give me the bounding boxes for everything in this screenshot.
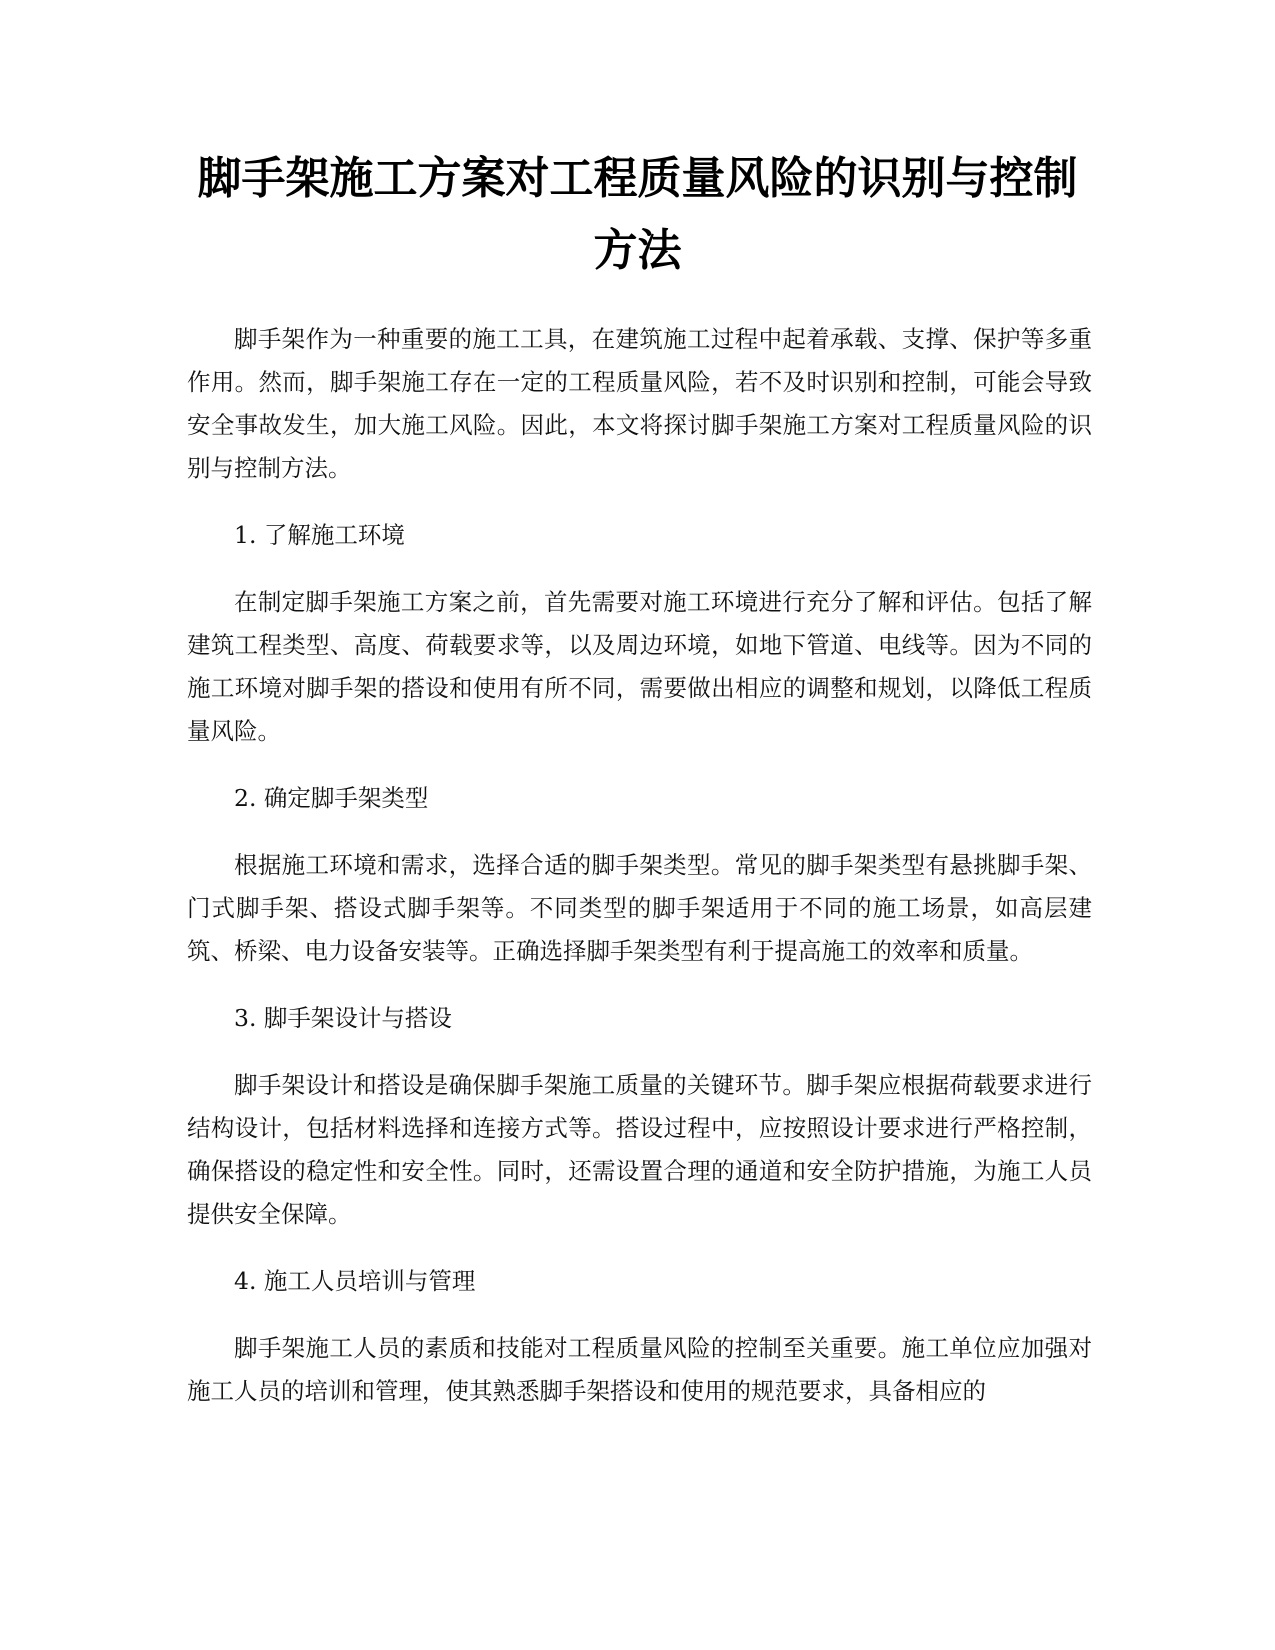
paragraph-section-4: 脚手架施工人员的素质和技能对工程质量风险的控制至关重要。施工单位应加强对施工人员的培训和管理，使其熟悉脚手架搭设和使用的规范要求，具备相应的	[187, 1334, 1092, 1405]
document-title: 脚手架施工方案对工程质量风险的识别与控制方法	[197, 153, 1078, 276]
document-body	[187, 318, 1092, 1437]
section-heading-3: 3. 脚手架设计与搭设	[234, 1004, 452, 1032]
paragraph-section-1: 在制定脚手架施工方案之前，首先需要对施工环境进行充分了解和评估。包括了解建筑工程类型、高度、荷载要求等，以及周边环境，如地下管道、电线等。因为不同的施工环境对脚手架的搭设和使用有所不同，需要做出相应的调整和规划，以降低工程质量风险。	[187, 588, 1092, 745]
section-heading-4: 4. 施工人员培训与管理	[234, 1267, 476, 1295]
section-heading-2: 2. 确定脚手架类型	[234, 784, 429, 812]
section-heading-1: 1. 了解施工环境	[234, 521, 405, 549]
paragraph-section-3: 脚手架设计和搭设是确保脚手架施工质量的关键环节。脚手架应根据荷载要求进行结构设计，包括材料选择和连接方式等。搭设过程中，应按照设计要求进行严格控制，确保搭设的稳定性和安全性。同时，还需设置合理的通道和安全防护措施，为施工人员提供安全保障。	[187, 1071, 1092, 1228]
paragraph-section-2: 根据施工环境和需求，选择合适的脚手架类型。常见的脚手架类型有悬挑脚手架、门式脚手架、搭设式脚手架等。不同类型的脚手架适用于不同的施工场景，如高层建筑、桥梁、电力设备安装等。正确选择脚手架类型有利于提高施工的效率和质量。	[187, 851, 1092, 965]
paragraph-intro: 脚手架作为一种重要的施工工具，在建筑施工过程中起着承载、支撑、保护等多重作用。然而，脚手架施工存在一定的工程质量风险，若不及时识别和控制，可能会导致安全事故发生，加大施工风险。因此，本文将探讨脚手架施工方案对工程质量风险的识别与控制方法。	[187, 325, 1092, 482]
